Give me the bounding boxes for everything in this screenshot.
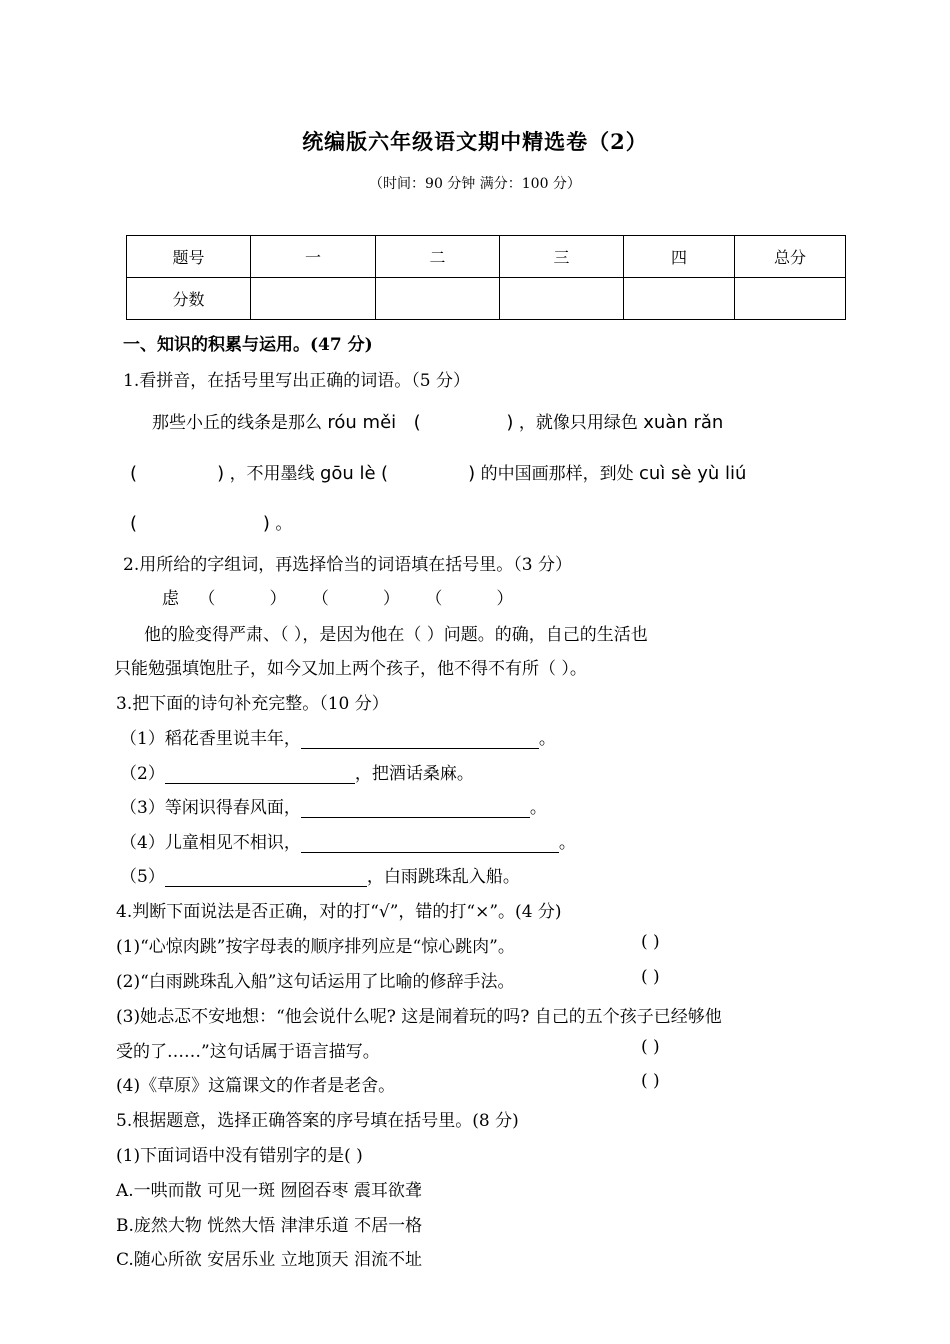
poem-text: （2） <box>120 764 165 784</box>
question-5-stem: 5.根据题意，选择正确答案的序号填在括号里。(8 分) <box>116 1111 519 1131</box>
poem-item-3 <box>120 793 547 818</box>
answer-blank[interactable] <box>165 765 355 784</box>
question-2-stem: 2.用所给的字组词，再选择恰当的词语填在括号里。（3 分） <box>123 555 572 575</box>
question-5-sub-1: (1)下面词语中没有错别字的是( ) <box>116 1146 363 1166</box>
question-1-line-3 <box>130 509 292 534</box>
text-segment: ，不用墨线 <box>229 464 315 484</box>
poem-item-1 <box>120 724 556 749</box>
score-cell[interactable] <box>376 278 500 320</box>
answer-blank[interactable] <box>301 799 530 818</box>
pinyin: gōu lè <box>319 463 376 484</box>
question-1-stem: 1.看拼音，在括号里写出正确的词语。（5 分） <box>123 371 470 391</box>
score-cell[interactable] <box>500 278 624 320</box>
answer-bracket[interactable]: ( ) <box>641 932 660 952</box>
text-segment: ，就像只用绿色 <box>518 413 638 433</box>
table-cell: 一 <box>251 236 376 278</box>
answer-bracket[interactable]: ( ) <box>641 967 660 987</box>
page-subtitle: （时间：90 分钟 满分：100 分） <box>369 176 581 192</box>
poem-text: （3）等闲识得春风面， <box>120 798 301 818</box>
question-3-stem: 3.把下面的诗句补充完整。（10 分） <box>116 694 389 714</box>
option-a[interactable]: A.一哄而散 可见一斑 囫囵吞枣 震耳欲聋 <box>116 1181 422 1201</box>
judge-item-2: (2)“白雨跳珠乱入船”这句话运用了比喻的修辞手法。 <box>116 972 515 992</box>
page-title: 统编版六年级语文期中精选卷（2） <box>302 129 648 154</box>
given-character: 虑 <box>162 589 179 609</box>
table-cell: 分数 <box>127 278 251 320</box>
option-c[interactable]: C.随心所欲 安居乐业 立地顶天 泪流不址 <box>116 1250 423 1270</box>
pinyin: róu měi <box>327 412 397 433</box>
answer-blank[interactable] <box>165 868 367 887</box>
table-cell: 三 <box>500 236 624 278</box>
judge-item-4: (4)《草原》这篇课文的作者是老舍。 <box>116 1076 396 1096</box>
answer-bracket[interactable]: ( ) <box>381 463 476 484</box>
question-2-word-row <box>162 584 513 609</box>
poem-end: 。 <box>538 729 556 749</box>
section-heading: 一、知识的积累与运用。(47 分) <box>123 335 373 355</box>
poem-item-4 <box>120 828 576 853</box>
text-segment: 那些小丘的线条是那么 <box>152 413 322 433</box>
poem-text: （5） <box>120 867 165 887</box>
text-segment: 的中国画那样，到处 <box>480 464 634 484</box>
poem-text: （1）稻花香里说丰年， <box>120 729 301 749</box>
poem-item-5 <box>120 862 520 887</box>
poem-text: （4）儿童相见不相识， <box>120 833 301 853</box>
score-cell[interactable] <box>251 278 376 320</box>
answer-bracket[interactable]: ( ) <box>130 463 225 484</box>
poem-text: ，把酒话桑麻。 <box>354 764 474 784</box>
pinyin: cuì sè yù liú <box>639 463 747 484</box>
answer-bracket[interactable]: ( ) <box>413 412 514 433</box>
answer-blank[interactable] <box>301 730 539 749</box>
score-cell[interactable] <box>735 278 846 320</box>
table-cell: 二 <box>376 236 500 278</box>
answer-bracket[interactable]: （ ） <box>425 589 514 609</box>
answer-bracket[interactable]: （ ） <box>311 589 400 609</box>
pinyin: xuàn rǎn <box>643 412 724 433</box>
score-table-score-row <box>127 278 846 320</box>
poem-end: 。 <box>558 833 576 853</box>
table-cell: 题号 <box>127 236 251 278</box>
question-4-stem: 4.判断下面说法是否正确，对的打“√”，错的打“×”。(4 分) <box>116 902 562 922</box>
judge-item-3-line-1: (3)她忐忑不安地想：“他会说什么呢? 这是闹着玩的吗? 自己的五个孩子已经够他 <box>116 1007 722 1027</box>
score-table-header-row <box>127 236 846 278</box>
judge-item-3-line-2: 受的了……”这句话属于语言描写。 <box>116 1042 380 1062</box>
table-cell: 四 <box>624 236 735 278</box>
answer-bracket[interactable]: ( ) <box>641 1037 660 1057</box>
option-b[interactable]: B.庞然大物 恍然大悟 津津乐道 不居一格 <box>116 1216 423 1236</box>
question-2-passage-line-1: 他的脸变得严肃、（ ），是因为他在（ ）问题。的确，自己的生活也 <box>144 625 648 645</box>
score-cell[interactable] <box>624 278 735 320</box>
question-1-line-2 <box>130 459 746 484</box>
answer-blank[interactable] <box>301 834 559 853</box>
answer-bracket[interactable]: ( ) <box>130 513 270 534</box>
text-segment: 。 <box>275 514 293 534</box>
poem-text: ，白雨跳珠乱入船。 <box>366 867 520 887</box>
question-1-line-1 <box>152 408 723 433</box>
answer-bracket[interactable]: （ ） <box>198 589 287 609</box>
poem-item-2 <box>120 759 474 784</box>
answer-bracket[interactable]: ( ) <box>641 1071 660 1091</box>
score-table <box>126 235 846 320</box>
question-2-passage-line-2: 只能勉强填饱肚子，如今又加上两个孩子，他不得不有所（ ）。 <box>114 659 587 679</box>
poem-end: 。 <box>529 798 547 818</box>
table-cell: 总分 <box>735 236 846 278</box>
judge-item-1: (1)“心惊肉跳”按字母表的顺序排列应是“惊心跳肉”。 <box>116 937 515 957</box>
